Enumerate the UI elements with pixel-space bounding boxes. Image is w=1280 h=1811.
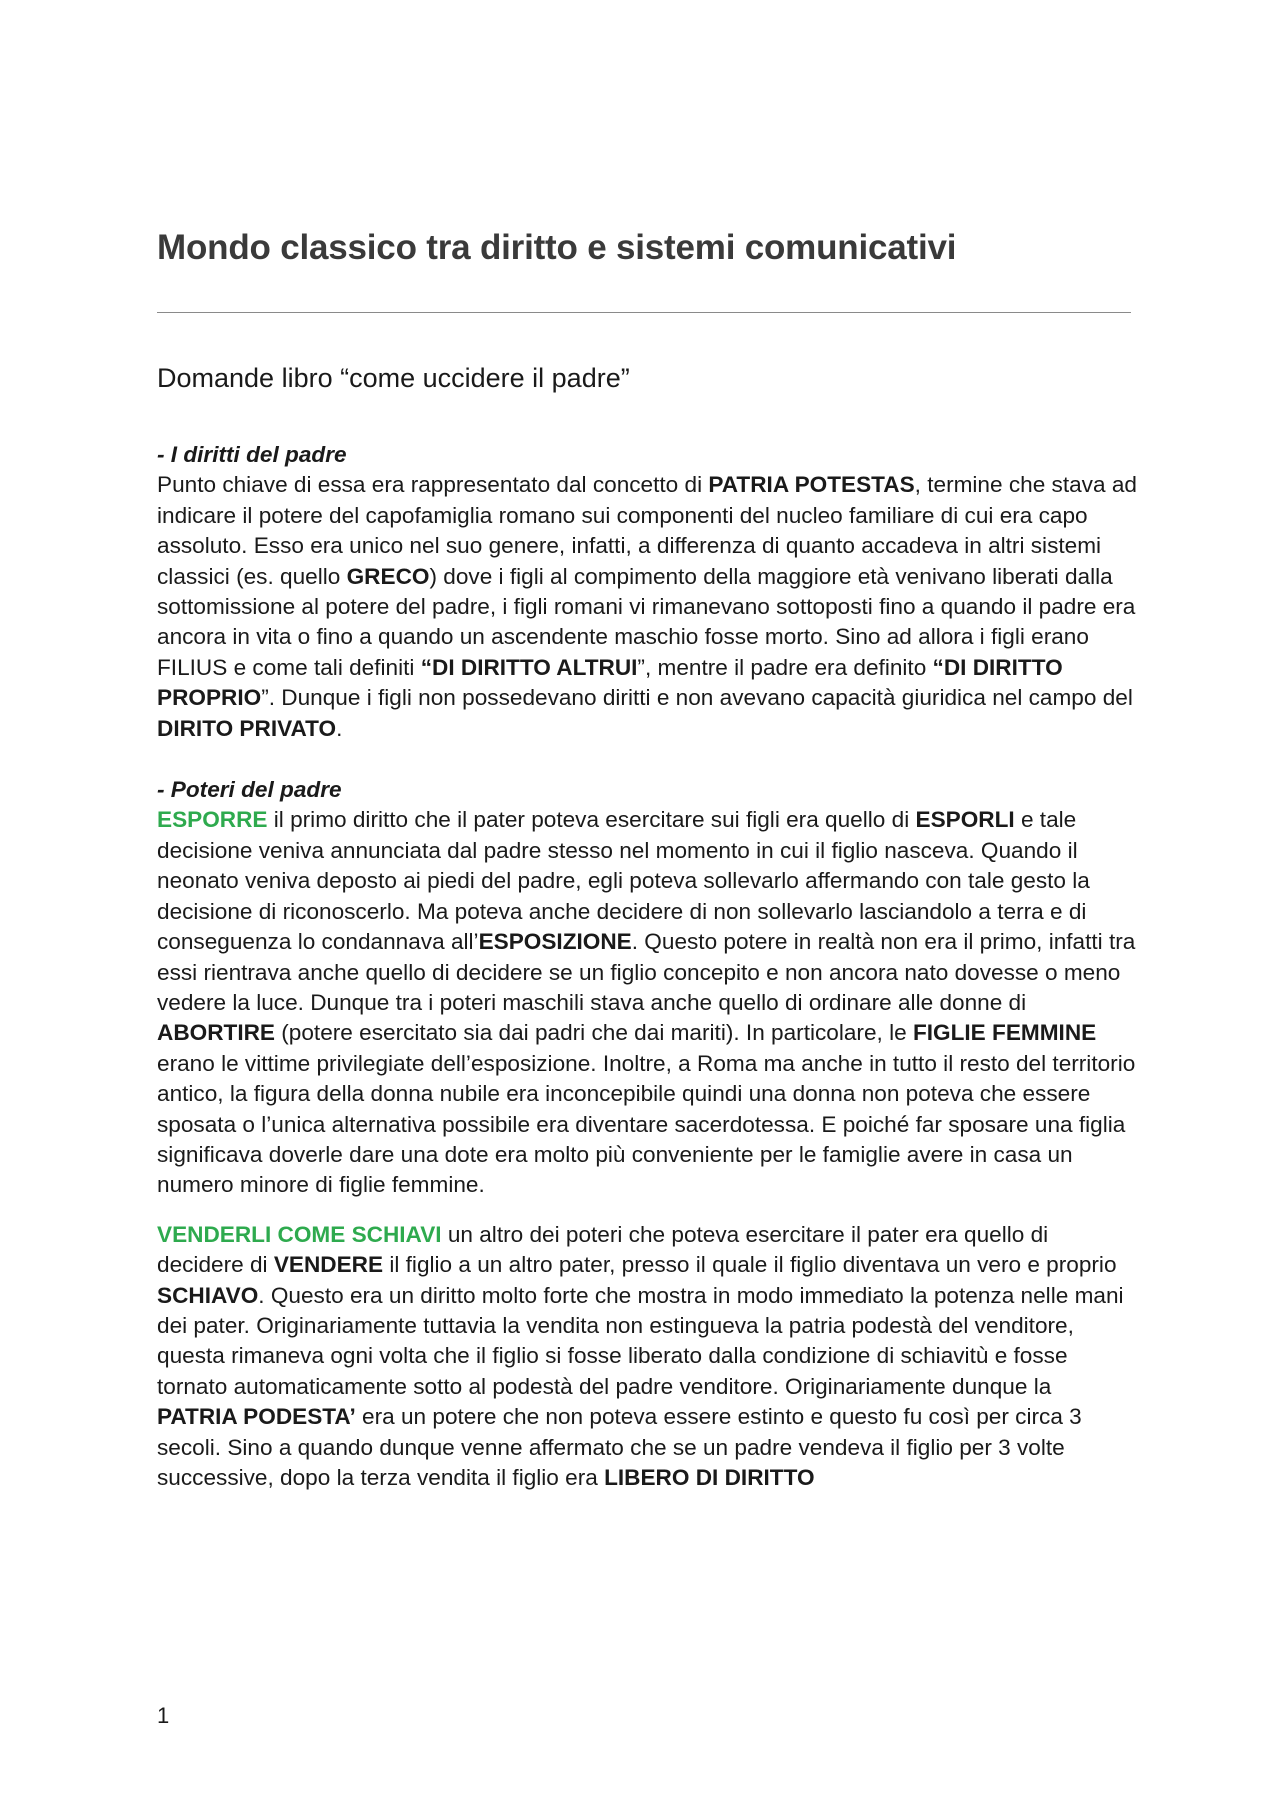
paragraph [157,470,1137,744]
text-run: . Questo potere in realtà non era il primo, infatti tra essi rientrava anche quello di decidere se un figlio concepito e non ancora nato dovesse o meno vedere la luce. Dunque tra i poteri maschili stava anche quello di ordinare alle donne di [157,929,1136,1015]
text-run: il primo diritto che il pater poteva esercitare sui figli era quello di [267,807,916,833]
section-spacer [157,744,1137,775]
emphasized-term: VENDERE [273,1252,384,1278]
emphasized-term: FIGLIE FEMMINE [912,1020,1097,1046]
paragraph [157,1220,1137,1494]
section-heading: - I diritti del padre [157,442,347,467]
text-run: ”. Dunque i figli non possedevano diritti e non avevano capacità giuridica nel campo del [261,685,1133,711]
emphasized-term: “DI DIRITTO ALTRUI [420,654,638,680]
text-run: , termine che stava ad indicare il potere del capofamiglia romano sui componenti del nucleo familiare di cui era capo assoluto. Esso era unico nel suo genere, infatti, a differenza di quanto accadeva in altri sistemi classici (es. quello [157,472,1137,589]
paragraph [157,805,1137,1200]
emphasized-term: LIBERO DI DIRITTO [604,1465,815,1490]
text-run: erano le vittime privilegiate dell’esposizione. Inoltre, a Roma ma anche in tutto il resto del territorio antico, la figura della donna nubile era inconcepibile quindi una donna non poteva che essere sposata o l’unica alternativa possibile era diventare sacerdotessa. E poiché far sposare una figlia significava doverle dare una dote era molto più conveniente per le famiglie avere in casa un numero minore di figlie femmine. [157,1050,1136,1198]
text-run: Punto chiave di essa era rappresentato dal concetto di [157,472,709,498]
text-run: . [336,715,343,741]
emphasized-term: “DI DIRITTO PROPRIO [157,654,1063,711]
section-heading: - Poteri del padre [157,777,342,803]
text-run: ) dove i figli al compimento della maggiore età venivano liberati dalla sottomissione al potere del padre, i figli romani vi rimanevano sottoposti fino a quando il padre era ancora in vita o fino a quando un ascendente maschio fosse morto. Sino ad allora i figli erano FILIUS e come tali definiti [157,563,1136,680]
emphasized-term: ABORTIRE [157,1020,275,1046]
highlighted-keyword: ESPORRE [157,807,268,833]
text-run: (potere esercitato sia dai padri che dai mariti). In particolare, le [275,1020,913,1046]
emphasized-term: ESPORLI [915,807,1015,833]
text-run: e tale decisione veniva annunciata dal padre stesso nel momento in cui il figlio nasceva. Quando il neonato veniva deposto ai piedi del padre, egli poteva sollevarlo affermando con tale gesto la decisione di riconoscerlo. Ma poteva anche decidere di non sollevarlo lasciandolo a terra e di conseguenza lo condannava all’ [157,807,1090,955]
emphasized-term: DIRITO PRIVATO [157,715,337,741]
emphasized-term: PATRIA POTESTAS [708,472,915,498]
emphasized-term: PATRIA PODESTA’ [157,1404,356,1430]
document-title: Mondo classico tra diritto e sistemi comunicativi [157,228,957,267]
paragraph-spacer [157,1201,1137,1220]
emphasized-term: ESPOSIZIONE [478,929,632,955]
text-run: un altro dei poteri che poteva esercitare il pater era quello di decidere di [157,1221,1049,1278]
text-run: il figlio a un altro pater, presso il quale il figlio diventava un vero e proprio [383,1252,1117,1278]
text-run: . Questo era un diritto molto forte che mostra in modo immediato la potenza nelle mani dei pater. Originariamente tuttavia la vendita non estingueva la patria podestà del venditore, questa rimaneva ogni volta che il figlio si fosse liberato dalla condizione di schiavitù e fosse tornato automaticamente sotto al podestà del padre venditore. Originariamente dunque la [157,1282,1124,1399]
title-divider [157,312,1131,313]
emphasized-term: GRECO [346,563,430,589]
document-subtitle: Domande libro “come uccidere il padre” [157,363,630,393]
text-run: ”, mentre il padre era definito [637,654,933,680]
highlighted-keyword: VENDERLI COME SCHIAVI [157,1221,442,1247]
page-number: 1 [157,1703,170,1728]
emphasized-term: SCHIAVO [157,1282,259,1308]
text-run: era un potere che non poteva essere estinto e questo fu così per circa 3 secoli. Sino a quando dunque venne affermato che se un padre vendeva il figlio per 3 volte successive, dopo la terza vendita il figlio era [157,1404,1082,1490]
document-body [157,440,1137,1493]
